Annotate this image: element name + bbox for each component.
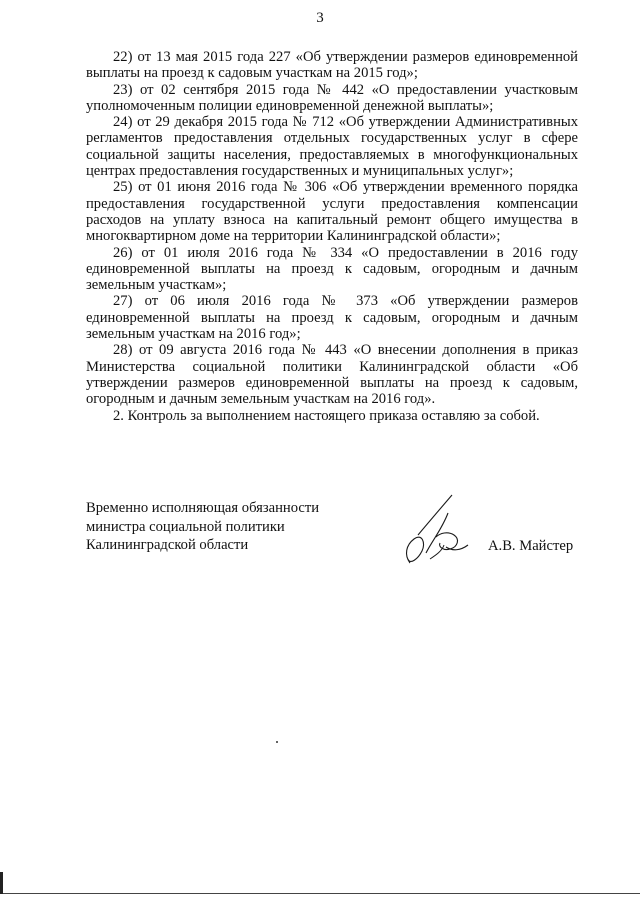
signer-position (86, 499, 319, 555)
page-number: 3 (316, 10, 324, 26)
signer-name: А.В. Майстер (488, 538, 574, 554)
signer-position-line-2: министра социальной политики (86, 518, 285, 535)
list-item-23: 23) от 02 сентября 2015 года № 442 «О предоставлении участковым уполномоченным полиции единовременной денежной выплаты»; (86, 81, 578, 114)
signer-position-line-1: Временно исполняющая обязанности (86, 500, 320, 516)
list-item-26: 26) от 01 июля 2016 года № 334 «О предоставлении в 2016 году единовременной выплаты на проезд к садовым, огородным и дачным земельным участкам»; (86, 244, 578, 294)
scan-speck (276, 741, 278, 743)
list-item-25: 25) от 01 июня 2016 года № 306 «Об утверждении временного порядка предоставления государственной услуги предоставления компенсации расходов на уплату взноса на капитальный ремонт общего имущества в многоквартирном доме на территории Калининградской области»; (86, 179, 578, 245)
bottom-edge-line (0, 893, 640, 894)
signer-position-line-3: Калининградской области (86, 537, 249, 553)
handwritten-signature (396, 489, 476, 575)
signature-block (86, 499, 578, 569)
list-item-28: 28) от 09 августа 2016 года № 443 «О внесении дополнения в приказ Министерства социальной политики Калининградской области «Об утверждении размеров единовременной выплаты на проезд к садовым, огородным и дачным земельным участкам на 2016 год». (86, 342, 578, 408)
control-clause: 2. Контроль за выполнением настоящего приказа оставляю за собой. (113, 407, 540, 424)
list-item-27: 27) от 06 июля 2016 года № 373 «Об утверждении размеров единовременной выплаты на проезд к садовым, огородным и дачным земельным участкам на 2016 год»; (86, 293, 578, 343)
left-edge-mark (0, 872, 3, 894)
document-body (86, 49, 578, 424)
list-item-22: 22) от 13 мая 2015 года 227 «Об утверждении размеров единовременной выплаты на проезд к садовым участкам на 2015 год»; (86, 49, 578, 82)
list-item-24: 24) от 29 декабря 2015 года № 712 «Об утверждении Административных регламентов предоставления отдельных государственных услуг в сфере социальной защиты населения, предоставляемых в многофункциональных центрах предоставления государственных и муниципальных услуг»; (86, 114, 578, 180)
